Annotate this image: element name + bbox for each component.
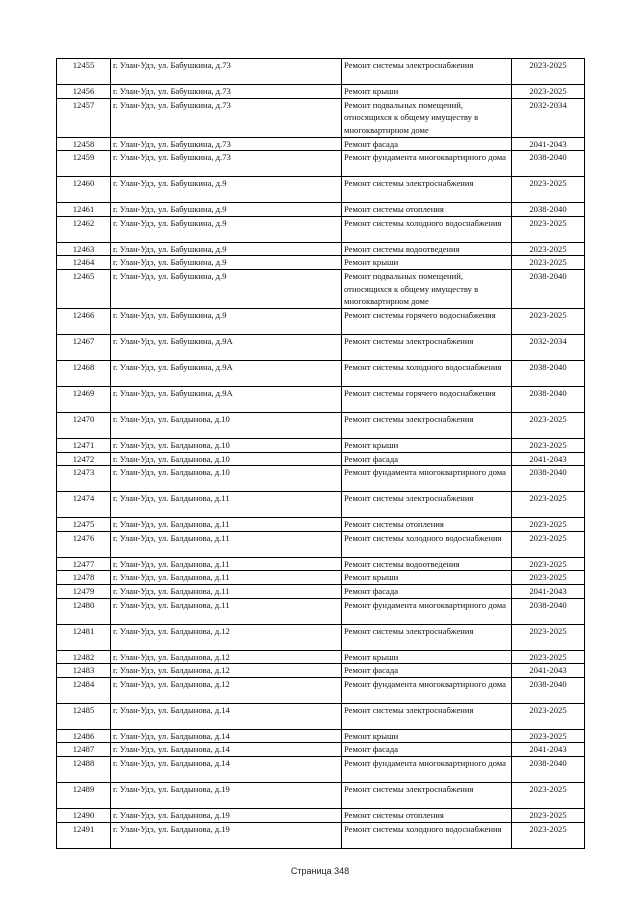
period-cell: 2023-2025	[512, 518, 585, 532]
period-cell: 2023-2025	[512, 703, 585, 729]
table-row	[57, 308, 585, 334]
address-cell: г. Улан-Удэ, ул. Балдынова, д.10	[111, 438, 342, 452]
work-type-cell: Ремонт подвальных помещений, относящихся к общему имуществу в многоквартирном доме	[342, 98, 512, 137]
address-cell: г. Улан-Удэ, ул. Бабушкина, д.9	[111, 308, 342, 334]
period-cell: 2038-2040	[512, 598, 585, 624]
work-type-cell: Ремонт фасада	[342, 743, 512, 757]
address-cell: г. Улан-Удэ, ул. Балдынова, д.12	[111, 677, 342, 703]
row-number-cell: 12464	[57, 256, 111, 270]
table-row	[57, 808, 585, 822]
table-row	[57, 59, 585, 85]
period-cell: 2023-2025	[512, 624, 585, 650]
work-type-cell: Ремонт фасада	[342, 137, 512, 151]
period-cell: 2038-2040	[512, 269, 585, 308]
work-type-cell: Ремонт крыши	[342, 438, 512, 452]
work-type-cell: Ремонт системы водоотведения	[342, 242, 512, 256]
row-number-cell: 12465	[57, 269, 111, 308]
work-type-cell: Ремонт системы холодного водоснабжения	[342, 822, 512, 848]
table-row	[57, 203, 585, 217]
work-type-cell: Ремонт системы холодного водоснабжения	[342, 216, 512, 242]
table-row	[57, 729, 585, 743]
row-number-cell: 12479	[57, 584, 111, 598]
work-schedule-table	[56, 58, 585, 849]
row-number-cell: 12458	[57, 137, 111, 151]
address-cell: г. Улан-Удэ, ул. Балдынова, д.14	[111, 703, 342, 729]
table-row	[57, 98, 585, 137]
table-row	[57, 822, 585, 848]
address-cell: г. Улан-Удэ, ул. Балдынова, д.14	[111, 743, 342, 757]
row-number-cell: 12470	[57, 412, 111, 438]
row-number-cell: 12459	[57, 151, 111, 177]
work-type-cell: Ремонт фундамента многоквартирного дома	[342, 151, 512, 177]
table-body	[57, 59, 585, 849]
work-type-cell: Ремонт фасада	[342, 452, 512, 466]
address-cell: г. Улан-Удэ, ул. Балдынова, д.10	[111, 466, 342, 492]
row-number-cell: 12489	[57, 782, 111, 808]
table-row	[57, 703, 585, 729]
period-cell: 2041-2043	[512, 664, 585, 678]
table-row	[57, 743, 585, 757]
row-number-cell: 12473	[57, 466, 111, 492]
table-row	[57, 334, 585, 360]
address-cell: г. Улан-Удэ, ул. Балдынова, д.12	[111, 664, 342, 678]
period-cell: 2023-2025	[512, 216, 585, 242]
work-type-cell: Ремонт фундамента многоквартирного дома	[342, 466, 512, 492]
address-cell: г. Улан-Удэ, ул. Балдынова, д.19	[111, 782, 342, 808]
table-row	[57, 518, 585, 532]
period-cell: 2038-2040	[512, 203, 585, 217]
work-type-cell: Ремонт крыши	[342, 650, 512, 664]
row-number-cell: 12462	[57, 216, 111, 242]
address-cell: г. Улан-Удэ, ул. Балдынова, д.14	[111, 729, 342, 743]
period-cell: 2038-2040	[512, 466, 585, 492]
work-type-cell: Ремонт крыши	[342, 729, 512, 743]
address-cell: г. Улан-Удэ, ул. Бабушкина, д.9А	[111, 386, 342, 412]
period-cell: 2023-2025	[512, 308, 585, 334]
work-type-cell: Ремонт фасада	[342, 664, 512, 678]
address-cell: г. Улан-Удэ, ул. Балдынова, д.11	[111, 518, 342, 532]
address-cell: г. Улан-Удэ, ул. Бабушкина, д.9	[111, 203, 342, 217]
table-row	[57, 650, 585, 664]
period-cell: 2038-2040	[512, 677, 585, 703]
row-number-cell: 12483	[57, 664, 111, 678]
table-row	[57, 557, 585, 571]
row-number-cell: 12485	[57, 703, 111, 729]
row-number-cell: 12463	[57, 242, 111, 256]
period-cell: 2023-2025	[512, 571, 585, 585]
row-number-cell: 12460	[57, 177, 111, 203]
address-cell: г. Улан-Удэ, ул. Бабушкина, д.73	[111, 98, 342, 137]
period-cell: 2038-2040	[512, 360, 585, 386]
period-cell: 2023-2025	[512, 492, 585, 518]
period-cell: 2023-2025	[512, 438, 585, 452]
period-cell: 2032-2034	[512, 334, 585, 360]
address-cell: г. Улан-Удэ, ул. Бабушкина, д.9	[111, 242, 342, 256]
work-type-cell: Ремонт системы водоотведения	[342, 557, 512, 571]
table-row	[57, 85, 585, 99]
table-row	[57, 584, 585, 598]
table-row	[57, 137, 585, 151]
table-row	[57, 782, 585, 808]
period-cell: 2038-2040	[512, 151, 585, 177]
period-cell: 2023-2025	[512, 808, 585, 822]
table-row	[57, 151, 585, 177]
work-type-cell: Ремонт системы горячего водоснабжения	[342, 308, 512, 334]
work-type-cell: Ремонт фундамента многоквартирного дома	[342, 677, 512, 703]
table-row	[57, 531, 585, 557]
period-cell: 2041-2043	[512, 137, 585, 151]
table-row	[57, 412, 585, 438]
table-row	[57, 452, 585, 466]
address-cell: г. Улан-Удэ, ул. Балдынова, д.10	[111, 412, 342, 438]
table-row	[57, 624, 585, 650]
period-cell: 2023-2025	[512, 782, 585, 808]
work-type-cell: Ремонт фундамента многоквартирного дома	[342, 756, 512, 782]
address-cell: г. Улан-Удэ, ул. Бабушкина, д.9	[111, 177, 342, 203]
address-cell: г. Улан-Удэ, ул. Бабушкина, д.73	[111, 85, 342, 99]
row-number-cell: 12482	[57, 650, 111, 664]
work-type-cell: Ремонт системы горячего водоснабжения	[342, 386, 512, 412]
row-number-cell: 12461	[57, 203, 111, 217]
period-cell: 2041-2043	[512, 452, 585, 466]
address-cell: г. Улан-Удэ, ул. Балдынова, д.11	[111, 584, 342, 598]
period-cell: 2038-2040	[512, 386, 585, 412]
period-cell: 2023-2025	[512, 729, 585, 743]
address-cell: г. Улан-Удэ, ул. Бабушкина, д.73	[111, 59, 342, 85]
period-cell: 2023-2025	[512, 85, 585, 99]
row-number-cell: 12455	[57, 59, 111, 85]
period-cell: 2023-2025	[512, 177, 585, 203]
address-cell: г. Улан-Удэ, ул. Балдынова, д.14	[111, 756, 342, 782]
period-cell: 2023-2025	[512, 412, 585, 438]
row-number-cell: 12468	[57, 360, 111, 386]
table-row	[57, 598, 585, 624]
work-type-cell: Ремонт системы холодного водоснабжения	[342, 360, 512, 386]
row-number-cell: 12467	[57, 334, 111, 360]
address-cell: г. Улан-Удэ, ул. Бабушкина, д.9	[111, 269, 342, 308]
table-row	[57, 360, 585, 386]
row-number-cell: 12476	[57, 531, 111, 557]
row-number-cell: 12486	[57, 729, 111, 743]
row-number-cell: 12487	[57, 743, 111, 757]
row-number-cell: 12481	[57, 624, 111, 650]
table-row	[57, 756, 585, 782]
address-cell: г. Улан-Удэ, ул. Балдынова, д.11	[111, 598, 342, 624]
row-number-cell: 12469	[57, 386, 111, 412]
table-row	[57, 216, 585, 242]
row-number-cell: 12456	[57, 85, 111, 99]
table-row	[57, 677, 585, 703]
work-type-cell: Ремонт фундамента многоквартирного дома	[342, 598, 512, 624]
table-row	[57, 438, 585, 452]
address-cell: г. Улан-Удэ, ул. Балдынова, д.11	[111, 557, 342, 571]
period-cell: 2041-2043	[512, 584, 585, 598]
work-type-cell: Ремонт подвальных помещений, относящихся к общему имуществу в многоквартирном доме	[342, 269, 512, 308]
address-cell: г. Улан-Удэ, ул. Бабушкина, д.73	[111, 137, 342, 151]
period-cell: 2023-2025	[512, 557, 585, 571]
row-number-cell: 12466	[57, 308, 111, 334]
work-type-cell: Ремонт системы электроснабжения	[342, 703, 512, 729]
address-cell: г. Улан-Удэ, ул. Балдынова, д.12	[111, 624, 342, 650]
table-row	[57, 571, 585, 585]
work-type-cell: Ремонт системы отопления	[342, 518, 512, 532]
row-number-cell: 12475	[57, 518, 111, 532]
work-type-cell: Ремонт фасада	[342, 584, 512, 598]
row-number-cell: 12488	[57, 756, 111, 782]
work-type-cell: Ремонт крыши	[342, 85, 512, 99]
period-cell: 2023-2025	[512, 59, 585, 85]
table-row	[57, 466, 585, 492]
work-type-cell: Ремонт системы электроснабжения	[342, 624, 512, 650]
period-cell: 2023-2025	[512, 242, 585, 256]
work-type-cell: Ремонт системы электроснабжения	[342, 334, 512, 360]
address-cell: г. Улан-Удэ, ул. Балдынова, д.19	[111, 808, 342, 822]
table-row	[57, 177, 585, 203]
address-cell: г. Улан-Удэ, ул. Бабушкина, д.9	[111, 256, 342, 270]
address-cell: г. Улан-Удэ, ул. Балдынова, д.10	[111, 452, 342, 466]
work-type-cell: Ремонт системы электроснабжения	[342, 177, 512, 203]
table-row	[57, 492, 585, 518]
period-cell: 2032-2034	[512, 98, 585, 137]
period-cell: 2023-2025	[512, 256, 585, 270]
table-row	[57, 242, 585, 256]
address-cell: г. Улан-Удэ, ул. Балдынова, д.12	[111, 650, 342, 664]
period-cell: 2023-2025	[512, 650, 585, 664]
work-type-cell: Ремонт системы отопления	[342, 203, 512, 217]
row-number-cell: 12491	[57, 822, 111, 848]
address-cell: г. Улан-Удэ, ул. Балдынова, д.11	[111, 531, 342, 557]
table-row	[57, 256, 585, 270]
work-type-cell: Ремонт системы холодного водоснабжения	[342, 531, 512, 557]
row-number-cell: 12471	[57, 438, 111, 452]
address-cell: г. Улан-Удэ, ул. Бабушкина, д.9А	[111, 360, 342, 386]
work-type-cell: Ремонт системы отопления	[342, 808, 512, 822]
row-number-cell: 12457	[57, 98, 111, 137]
period-cell: 2023-2025	[512, 531, 585, 557]
table-row	[57, 386, 585, 412]
address-cell: г. Улан-Удэ, ул. Балдынова, д.19	[111, 822, 342, 848]
work-type-cell: Ремонт системы электроснабжения	[342, 412, 512, 438]
row-number-cell: 12474	[57, 492, 111, 518]
row-number-cell: 12478	[57, 571, 111, 585]
page-number: Страница 348	[290, 866, 350, 876]
address-cell: г. Улан-Удэ, ул. Балдынова, д.11	[111, 492, 342, 518]
row-number-cell: 12472	[57, 452, 111, 466]
address-cell: г. Улан-Удэ, ул. Бабушкина, д.73	[111, 151, 342, 177]
period-cell: 2038-2040	[512, 756, 585, 782]
table-row	[57, 269, 585, 308]
row-number-cell: 12490	[57, 808, 111, 822]
row-number-cell: 12484	[57, 677, 111, 703]
period-cell: 2023-2025	[512, 822, 585, 848]
address-cell: г. Улан-Удэ, ул. Бабушкина, д.9	[111, 216, 342, 242]
work-type-cell: Ремонт системы электроснабжения	[342, 782, 512, 808]
period-cell: 2041-2043	[512, 743, 585, 757]
row-number-cell: 12480	[57, 598, 111, 624]
work-type-cell: Ремонт системы электроснабжения	[342, 59, 512, 85]
work-type-cell: Ремонт крыши	[342, 571, 512, 585]
work-type-cell: Ремонт крыши	[342, 256, 512, 270]
table-row	[57, 664, 585, 678]
address-cell: г. Улан-Удэ, ул. Балдынова, д.11	[111, 571, 342, 585]
address-cell: г. Улан-Удэ, ул. Бабушкина, д.9А	[111, 334, 342, 360]
work-type-cell: Ремонт системы электроснабжения	[342, 492, 512, 518]
row-number-cell: 12477	[57, 557, 111, 571]
